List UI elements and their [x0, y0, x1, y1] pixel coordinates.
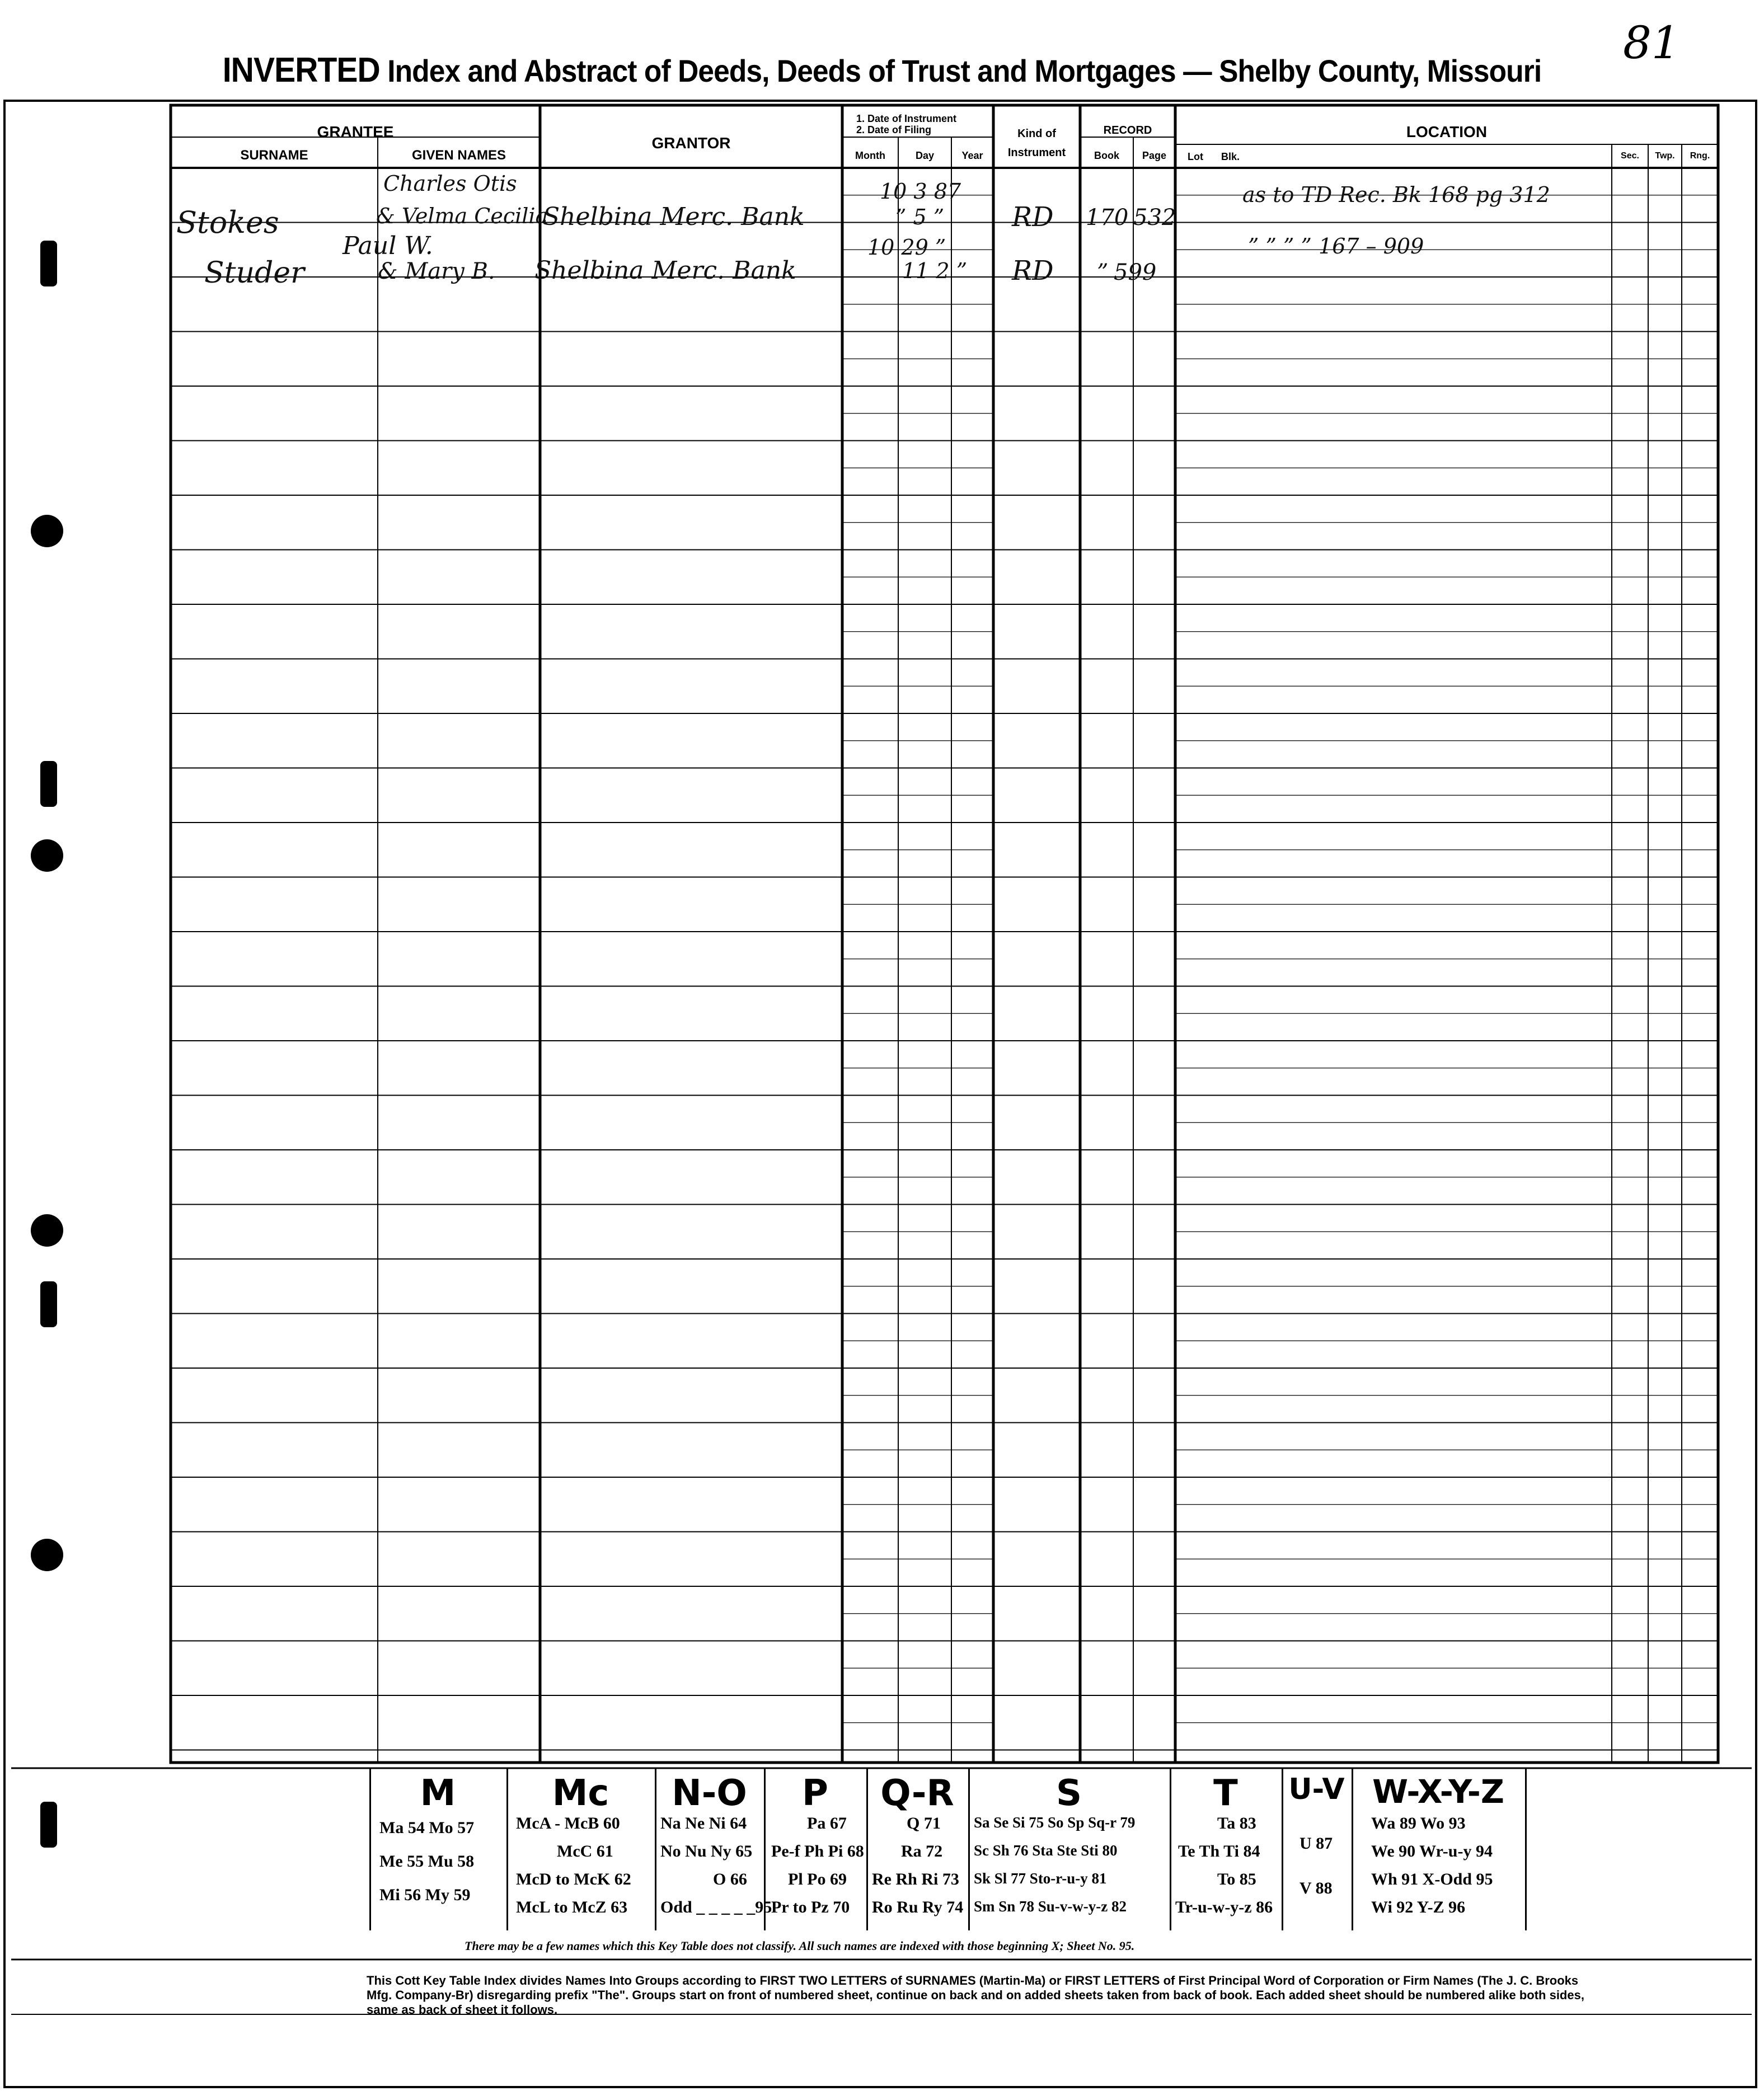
entry-given-names-line1: Paul W. [343, 232, 433, 260]
key-cell: Ma 54 Mo 57 [379, 1819, 475, 1837]
key-cell: Ra 72 [901, 1842, 943, 1860]
key-cell: Re Rh Ri 73 [872, 1870, 959, 1888]
key-head-m: M [420, 1773, 456, 1814]
key-cell: Wh 91 X-Odd 95 [1371, 1870, 1493, 1888]
entry-location: ” ” ” ” 167 – 909 [1248, 234, 1424, 259]
key-head-p: P [802, 1773, 828, 1814]
key-cell: Ro Ru Ry 74 [872, 1898, 964, 1916]
key-head-w-x-y-z: W-X-Y-Z [1372, 1773, 1504, 1811]
key-cell: No Nu Ny 65 [660, 1842, 753, 1860]
entry-grantor: Shelbina Merc. Bank [534, 256, 796, 285]
key-table-footnote: There may be a few names which this Key Table does not classify. All such names are indexed with those beginning X; Sheet No. 95. [465, 1939, 1135, 1953]
key-cell: Na Ne Ni 64 [660, 1814, 747, 1832]
header-page: Page [1142, 150, 1167, 161]
entry-kind: RD [1012, 201, 1054, 233]
key-cell: V 88 [1299, 1879, 1333, 1897]
punch-hole-round [31, 515, 63, 547]
key-cell: Odd _ _ _ _ _95 [660, 1898, 772, 1916]
cott-key-note: This Cott Key Table Index divides Names Into Groups according to FIRST TWO LETTERS of SURNAMES (Martin-Ma) or FIRST LETTERS of First Principal Word of Corporation or Firm Names (The J. C. Brooks Mfg. Company-Br) disregarding prefix "The". Groups start on front of numbered sheet, continue on back and on added sheets taken from back of book. Each added sheet should be numbered alike both sides, same as back of sheet it follows. [367, 1973, 1584, 2017]
entry-date-filing: ” 5 ” [895, 205, 945, 229]
key-cell: McD to McK 62 [516, 1870, 631, 1888]
entry-given-names-line1: Charles Otis [383, 171, 517, 196]
entry-page: 599 [1114, 260, 1157, 285]
header-book: Book [1094, 150, 1119, 161]
header-record: RECORD [1103, 124, 1152, 137]
key-cell: Pr to Pz 70 [771, 1898, 850, 1916]
key-cell: To 85 [1217, 1870, 1256, 1888]
key-cell: Ta 83 [1217, 1814, 1256, 1832]
key-cell: Sc Sh 76 Sta Ste Sti 80 [974, 1842, 1118, 1859]
header-rng: Rng. [1690, 151, 1710, 161]
title-rest: Index and Abstract of Deeds, Deeds of Trust and Mortgages — Shelby County, Missouri [387, 53, 1542, 88]
key-cell: McA - McB 60 [516, 1814, 620, 1832]
key-cell: McL to McZ 63 [516, 1898, 628, 1916]
header-blk: Blk. [1221, 151, 1240, 162]
key-cell: Te Th Ti 84 [1178, 1842, 1260, 1860]
entry-book: ” [1097, 260, 1109, 285]
key-head-q-r: Q-R [880, 1773, 954, 1814]
entry-location: as to TD Rec. Bk 168 pg 312 [1242, 182, 1550, 207]
key-head-u-v: U-V [1288, 1773, 1345, 1806]
key-cell: U 87 [1299, 1834, 1333, 1853]
header-day: Day [915, 150, 935, 161]
key-cell: McC 61 [557, 1842, 613, 1860]
header-given-names: GIVEN NAMES [411, 148, 506, 163]
punch-hole-round [31, 839, 63, 872]
key-head-n-o: N-O [672, 1773, 747, 1814]
entry-grantor: Shelbina Merc. Bank [543, 203, 805, 231]
header-lot: Lot [1188, 151, 1203, 162]
key-head-mc: Mc [552, 1773, 609, 1814]
entry-date-instrument: 10 3 87 [880, 179, 961, 204]
key-cell: Wa 89 Wo 93 [1371, 1814, 1466, 1832]
key-cell: Sk Sl 77 Sto-r-u-y 81 [974, 1870, 1107, 1887]
entry-book: 170 [1086, 205, 1129, 231]
key-table [369, 1768, 1528, 1930]
key-cell: Pa 67 [807, 1814, 847, 1832]
entry-date-instrument: 10 29 ” [867, 235, 946, 260]
punch-hole-round [31, 1539, 63, 1571]
header-grantee: GRANTEE [317, 123, 394, 140]
key-cell: Q 71 [907, 1814, 941, 1832]
header-location: LOCATION [1406, 123, 1488, 140]
key-cell: Sm Sn 78 Su-v-w-y-z 82 [974, 1898, 1127, 1915]
key-cell: Mi 56 My 59 [379, 1886, 471, 1904]
header-kind-of: Kind of [1017, 128, 1056, 140]
key-cell: Pl Po 69 [788, 1870, 847, 1888]
header-date-instrument: 1. Date of Instrument [856, 113, 957, 124]
entry-given-names-line2: & Mary B. [378, 259, 495, 284]
key-cell: O 66 [713, 1870, 747, 1888]
header-surname: SURNAME [240, 148, 308, 163]
key-head-t: T [1213, 1773, 1238, 1814]
key-cell: Tr-u-w-y-z 86 [1175, 1898, 1273, 1916]
punch-hole-slot [40, 1281, 57, 1327]
key-cell: Wi 92 Y-Z 96 [1371, 1898, 1466, 1916]
title-lead: INVERTED [222, 51, 380, 90]
key-col-divider [1525, 1768, 1527, 1930]
header-twp: Twp. [1655, 151, 1675, 161]
key-cell: Pe-f Ph Pi 68 [771, 1842, 864, 1860]
sheet-number: 81 [1623, 17, 1680, 69]
punch-hole-round [31, 1214, 63, 1247]
header-instrument: Instrument [1007, 147, 1066, 159]
entry-given-names-line2: & Velma Cecilia [376, 204, 548, 228]
entry-kind: RD [1012, 255, 1054, 286]
header-month: Month [855, 150, 885, 161]
entry-surname: Stokes [176, 205, 279, 240]
entry-date-filing: 11 2 ” [902, 259, 968, 283]
key-cell: We 90 Wr-u-y 94 [1371, 1842, 1493, 1860]
header-sec: Sec. [1621, 151, 1639, 161]
key-head-s: S [1055, 1773, 1082, 1814]
punch-hole-slot [40, 761, 57, 807]
punch-hole-slot [40, 1802, 57, 1848]
header-date-filing: 2. Date of Filing [856, 124, 932, 135]
key-cell: Sa Se Si 75 So Sp Sq-r 79 [974, 1814, 1136, 1831]
punch-hole-slot [40, 241, 57, 286]
header-grantor: GRANTOR [651, 134, 731, 152]
entry-surname: Studer [204, 256, 304, 290]
entry-page: 532 [1133, 205, 1176, 231]
key-cell: Me 55 Mu 58 [379, 1852, 475, 1871]
header-year: Year [961, 150, 983, 161]
